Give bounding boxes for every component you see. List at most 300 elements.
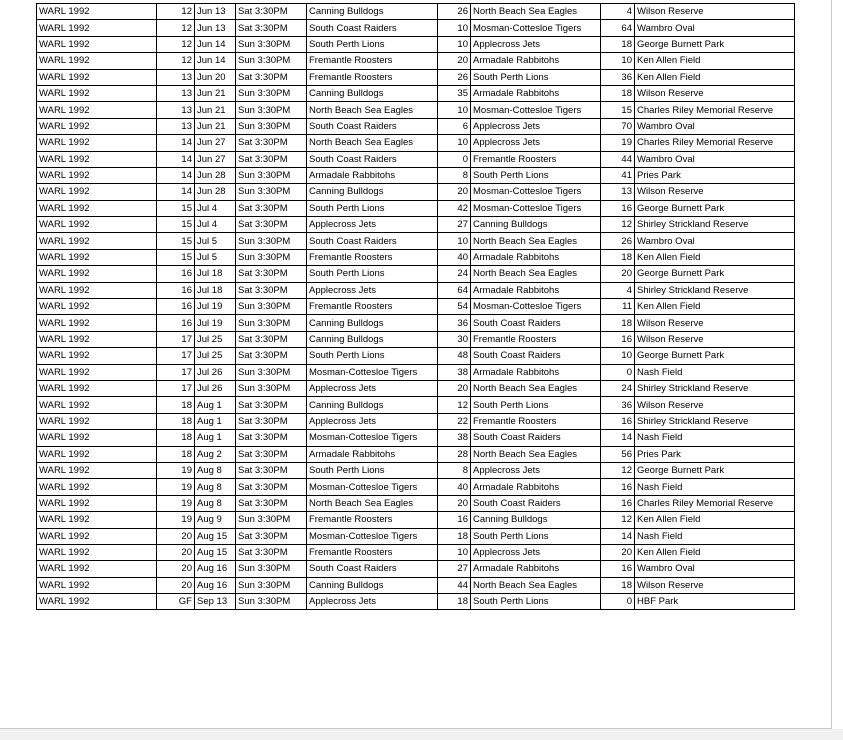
table-row bbox=[37, 184, 795, 200]
table-row bbox=[37, 577, 795, 593]
round-cell: 16 bbox=[157, 315, 195, 331]
away-team-cell: South Coast Raiders bbox=[471, 348, 601, 364]
away-team-cell: Mosman-Cottesloe Tigers bbox=[471, 299, 601, 315]
round-cell: 12 bbox=[157, 36, 195, 52]
round-cell: 20 bbox=[157, 528, 195, 544]
away-score-cell: 20 bbox=[601, 266, 635, 282]
away-score-cell: 16 bbox=[601, 200, 635, 216]
table-row bbox=[37, 4, 795, 20]
competition-cell: WARL 1992 bbox=[37, 495, 157, 511]
venue-cell: Nash Field bbox=[635, 479, 795, 495]
date-cell: Jul 4 bbox=[195, 217, 236, 233]
home-team-cell: Mosman-Cottesloe Tigers bbox=[307, 479, 438, 495]
away-team-cell: North Beach Sea Eagles bbox=[471, 233, 601, 249]
competition-cell: WARL 1992 bbox=[37, 299, 157, 315]
home-team-cell: Canning Bulldogs bbox=[307, 315, 438, 331]
date-cell: Aug 1 bbox=[195, 430, 236, 446]
home-team-cell: Fremantle Roosters bbox=[307, 544, 438, 560]
venue-cell: George Burnett Park bbox=[635, 348, 795, 364]
home-score-cell: 54 bbox=[438, 299, 471, 315]
round-cell: 15 bbox=[157, 233, 195, 249]
away-team-cell: Applecross Jets bbox=[471, 135, 601, 151]
time-cell: Sun 3:30PM bbox=[236, 85, 307, 101]
venue-cell: Wilson Reserve bbox=[635, 4, 795, 20]
table-row bbox=[37, 200, 795, 216]
away-score-cell: 70 bbox=[601, 118, 635, 134]
venue-cell: Ken Allen Field bbox=[635, 544, 795, 560]
date-cell: Jun 13 bbox=[195, 4, 236, 20]
away-team-cell: North Beach Sea Eagles bbox=[471, 446, 601, 462]
date-cell: Aug 1 bbox=[195, 397, 236, 413]
away-score-cell: 18 bbox=[601, 85, 635, 101]
away-team-cell: Fremantle Roosters bbox=[471, 151, 601, 167]
date-cell: Jul 5 bbox=[195, 249, 236, 265]
date-cell: Jun 21 bbox=[195, 118, 236, 134]
away-team-cell: South Perth Lions bbox=[471, 397, 601, 413]
round-cell: 18 bbox=[157, 446, 195, 462]
time-cell: Sat 3:30PM bbox=[236, 20, 307, 36]
round-cell: 14 bbox=[157, 151, 195, 167]
time-cell: Sun 3:30PM bbox=[236, 364, 307, 380]
away-score-cell: 18 bbox=[601, 315, 635, 331]
round-cell: 15 bbox=[157, 200, 195, 216]
venue-cell: George Burnett Park bbox=[635, 462, 795, 478]
home-team-cell: South Perth Lions bbox=[307, 266, 438, 282]
away-score-cell: 4 bbox=[601, 4, 635, 20]
home-score-cell: 30 bbox=[438, 331, 471, 347]
venue-cell: Wambro Oval bbox=[635, 118, 795, 134]
away-team-cell: Armadale Rabbitohs bbox=[471, 561, 601, 577]
away-team-cell: Fremantle Roosters bbox=[471, 413, 601, 429]
table-row bbox=[37, 299, 795, 315]
results-table bbox=[36, 3, 795, 610]
home-team-cell: South Coast Raiders bbox=[307, 561, 438, 577]
table-row bbox=[37, 151, 795, 167]
time-cell: Sat 3:30PM bbox=[236, 495, 307, 511]
date-cell: Jun 28 bbox=[195, 167, 236, 183]
table-row bbox=[37, 462, 795, 478]
competition-cell: WARL 1992 bbox=[37, 233, 157, 249]
away-team-cell: Canning Bulldogs bbox=[471, 512, 601, 528]
time-cell: Sat 3:30PM bbox=[236, 4, 307, 20]
venue-cell: Pries Park bbox=[635, 167, 795, 183]
away-team-cell: South Coast Raiders bbox=[471, 430, 601, 446]
round-cell: 14 bbox=[157, 184, 195, 200]
away-team-cell: Armadale Rabbitohs bbox=[471, 364, 601, 380]
away-team-cell: Mosman-Cottesloe Tigers bbox=[471, 102, 601, 118]
away-score-cell: 36 bbox=[601, 397, 635, 413]
venue-cell: Nash Field bbox=[635, 364, 795, 380]
competition-cell: WARL 1992 bbox=[37, 167, 157, 183]
competition-cell: WARL 1992 bbox=[37, 315, 157, 331]
date-cell: Jul 18 bbox=[195, 266, 236, 282]
competition-cell: WARL 1992 bbox=[37, 348, 157, 364]
time-cell: Sun 3:30PM bbox=[236, 184, 307, 200]
away-score-cell: 0 bbox=[601, 364, 635, 380]
away-score-cell: 12 bbox=[601, 512, 635, 528]
time-cell: Sun 3:30PM bbox=[236, 249, 307, 265]
venue-cell: Shirley Strickland Reserve bbox=[635, 217, 795, 233]
venue-cell: Wambro Oval bbox=[635, 561, 795, 577]
competition-cell: WARL 1992 bbox=[37, 528, 157, 544]
home-team-cell: Applecross Jets bbox=[307, 217, 438, 233]
date-cell: Jun 13 bbox=[195, 20, 236, 36]
table-row bbox=[37, 479, 795, 495]
home-score-cell: 40 bbox=[438, 249, 471, 265]
home-team-cell: North Beach Sea Eagles bbox=[307, 495, 438, 511]
home-score-cell: 6 bbox=[438, 118, 471, 134]
home-score-cell: 26 bbox=[438, 4, 471, 20]
venue-cell: Shirley Strickland Reserve bbox=[635, 282, 795, 298]
away-score-cell: 10 bbox=[601, 53, 635, 69]
table-row bbox=[37, 364, 795, 380]
round-cell: 12 bbox=[157, 4, 195, 20]
away-team-cell: North Beach Sea Eagles bbox=[471, 266, 601, 282]
home-team-cell: Canning Bulldogs bbox=[307, 85, 438, 101]
round-cell: 19 bbox=[157, 495, 195, 511]
time-cell: Sat 3:30PM bbox=[236, 397, 307, 413]
home-score-cell: 10 bbox=[438, 20, 471, 36]
home-score-cell: 27 bbox=[438, 217, 471, 233]
away-team-cell: Armadale Rabbitohs bbox=[471, 53, 601, 69]
home-score-cell: 12 bbox=[438, 397, 471, 413]
time-cell: Sat 3:30PM bbox=[236, 413, 307, 429]
venue-cell: Wilson Reserve bbox=[635, 397, 795, 413]
competition-cell: WARL 1992 bbox=[37, 462, 157, 478]
date-cell: Jul 4 bbox=[195, 200, 236, 216]
venue-cell: Wilson Reserve bbox=[635, 315, 795, 331]
date-cell: Jun 14 bbox=[195, 36, 236, 52]
venue-cell: Charles Riley Memorial Reserve bbox=[635, 135, 795, 151]
date-cell: Jul 26 bbox=[195, 364, 236, 380]
home-team-cell: Fremantle Roosters bbox=[307, 249, 438, 265]
away-score-cell: 16 bbox=[601, 495, 635, 511]
time-cell: Sat 3:30PM bbox=[236, 266, 307, 282]
competition-cell: WARL 1992 bbox=[37, 479, 157, 495]
away-score-cell: 41 bbox=[601, 167, 635, 183]
home-score-cell: 10 bbox=[438, 36, 471, 52]
home-score-cell: 40 bbox=[438, 479, 471, 495]
table-row bbox=[37, 544, 795, 560]
home-team-cell: Fremantle Roosters bbox=[307, 299, 438, 315]
home-score-cell: 20 bbox=[438, 495, 471, 511]
date-cell: Aug 9 bbox=[195, 512, 236, 528]
table-row bbox=[37, 397, 795, 413]
competition-cell: WARL 1992 bbox=[37, 4, 157, 20]
home-score-cell: 16 bbox=[438, 512, 471, 528]
competition-cell: WARL 1992 bbox=[37, 200, 157, 216]
home-team-cell: Mosman-Cottesloe Tigers bbox=[307, 430, 438, 446]
venue-cell: George Burnett Park bbox=[635, 200, 795, 216]
competition-cell: WARL 1992 bbox=[37, 594, 157, 610]
away-team-cell: Armadale Rabbitohs bbox=[471, 85, 601, 101]
table-row bbox=[37, 217, 795, 233]
time-cell: Sat 3:30PM bbox=[236, 348, 307, 364]
competition-cell: WARL 1992 bbox=[37, 544, 157, 560]
away-score-cell: 14 bbox=[601, 528, 635, 544]
home-team-cell: Canning Bulldogs bbox=[307, 4, 438, 20]
away-team-cell: Mosman-Cottesloe Tigers bbox=[471, 184, 601, 200]
round-cell: GF bbox=[157, 594, 195, 610]
home-score-cell: 44 bbox=[438, 577, 471, 593]
away-score-cell: 16 bbox=[601, 479, 635, 495]
home-score-cell: 18 bbox=[438, 528, 471, 544]
away-score-cell: 18 bbox=[601, 36, 635, 52]
home-score-cell: 20 bbox=[438, 380, 471, 396]
table-row bbox=[37, 102, 795, 118]
home-score-cell: 20 bbox=[438, 184, 471, 200]
venue-cell: Ken Allen Field bbox=[635, 53, 795, 69]
away-score-cell: 64 bbox=[601, 20, 635, 36]
table-row bbox=[37, 20, 795, 36]
round-cell: 15 bbox=[157, 217, 195, 233]
home-team-cell: South Coast Raiders bbox=[307, 233, 438, 249]
date-cell: Aug 16 bbox=[195, 577, 236, 593]
time-cell: Sat 3:30PM bbox=[236, 462, 307, 478]
home-score-cell: 48 bbox=[438, 348, 471, 364]
venue-cell: Ken Allen Field bbox=[635, 69, 795, 85]
home-score-cell: 42 bbox=[438, 200, 471, 216]
table-row bbox=[37, 528, 795, 544]
away-score-cell: 36 bbox=[601, 69, 635, 85]
away-score-cell: 11 bbox=[601, 299, 635, 315]
table-row bbox=[37, 446, 795, 462]
competition-cell: WARL 1992 bbox=[37, 36, 157, 52]
table-row bbox=[37, 348, 795, 364]
home-score-cell: 10 bbox=[438, 135, 471, 151]
away-score-cell: 19 bbox=[601, 135, 635, 151]
away-score-cell: 24 bbox=[601, 380, 635, 396]
date-cell: Jul 25 bbox=[195, 331, 236, 347]
home-team-cell: Mosman-Cottesloe Tigers bbox=[307, 364, 438, 380]
venue-cell: Shirley Strickland Reserve bbox=[635, 380, 795, 396]
competition-cell: WARL 1992 bbox=[37, 577, 157, 593]
table-row bbox=[37, 282, 795, 298]
home-score-cell: 10 bbox=[438, 102, 471, 118]
round-cell: 20 bbox=[157, 577, 195, 593]
round-cell: 16 bbox=[157, 299, 195, 315]
competition-cell: WARL 1992 bbox=[37, 331, 157, 347]
table-row bbox=[37, 53, 795, 69]
away-score-cell: 16 bbox=[601, 561, 635, 577]
time-cell: Sat 3:30PM bbox=[236, 200, 307, 216]
home-team-cell: South Coast Raiders bbox=[307, 118, 438, 134]
round-cell: 13 bbox=[157, 102, 195, 118]
date-cell: Jun 21 bbox=[195, 85, 236, 101]
venue-cell: Wilson Reserve bbox=[635, 85, 795, 101]
venue-cell: Wambro Oval bbox=[635, 151, 795, 167]
away-team-cell: South Perth Lions bbox=[471, 69, 601, 85]
table-row bbox=[37, 135, 795, 151]
date-cell: Jun 14 bbox=[195, 53, 236, 69]
time-cell: Sun 3:30PM bbox=[236, 380, 307, 396]
venue-cell: Ken Allen Field bbox=[635, 512, 795, 528]
venue-cell: Charles Riley Memorial Reserve bbox=[635, 495, 795, 511]
away-team-cell: South Coast Raiders bbox=[471, 315, 601, 331]
venue-cell: Wambro Oval bbox=[635, 20, 795, 36]
round-cell: 20 bbox=[157, 561, 195, 577]
competition-cell: WARL 1992 bbox=[37, 364, 157, 380]
round-cell: 12 bbox=[157, 20, 195, 36]
round-cell: 14 bbox=[157, 135, 195, 151]
home-team-cell: Armadale Rabbitohs bbox=[307, 167, 438, 183]
competition-cell: WARL 1992 bbox=[37, 151, 157, 167]
time-cell: Sun 3:30PM bbox=[236, 512, 307, 528]
date-cell: Jun 27 bbox=[195, 135, 236, 151]
away-team-cell: Applecross Jets bbox=[471, 36, 601, 52]
away-team-cell: Fremantle Roosters bbox=[471, 331, 601, 347]
competition-cell: WARL 1992 bbox=[37, 561, 157, 577]
competition-cell: WARL 1992 bbox=[37, 53, 157, 69]
competition-cell: WARL 1992 bbox=[37, 217, 157, 233]
time-cell: Sat 3:30PM bbox=[236, 446, 307, 462]
table-row bbox=[37, 233, 795, 249]
bottom-bar bbox=[0, 729, 843, 740]
venue-cell: Ken Allen Field bbox=[635, 249, 795, 265]
table-row bbox=[37, 69, 795, 85]
time-cell: Sat 3:30PM bbox=[236, 151, 307, 167]
time-cell: Sat 3:30PM bbox=[236, 430, 307, 446]
date-cell: Aug 16 bbox=[195, 561, 236, 577]
away-team-cell: Applecross Jets bbox=[471, 118, 601, 134]
table-row bbox=[37, 495, 795, 511]
table-row bbox=[37, 266, 795, 282]
home-team-cell: South Perth Lions bbox=[307, 348, 438, 364]
time-cell: Sun 3:30PM bbox=[236, 102, 307, 118]
time-cell: Sun 3:30PM bbox=[236, 594, 307, 610]
away-team-cell: Mosman-Cottesloe Tigers bbox=[471, 20, 601, 36]
home-score-cell: 38 bbox=[438, 430, 471, 446]
home-team-cell: Fremantle Roosters bbox=[307, 53, 438, 69]
away-team-cell: Armadale Rabbitohs bbox=[471, 282, 601, 298]
competition-cell: WARL 1992 bbox=[37, 430, 157, 446]
round-cell: 17 bbox=[157, 348, 195, 364]
home-score-cell: 0 bbox=[438, 151, 471, 167]
time-cell: Sat 3:30PM bbox=[236, 217, 307, 233]
venue-cell: Shirley Strickland Reserve bbox=[635, 413, 795, 429]
round-cell: 12 bbox=[157, 53, 195, 69]
table-row bbox=[37, 594, 795, 610]
date-cell: Aug 8 bbox=[195, 462, 236, 478]
away-team-cell: Mosman-Cottesloe Tigers bbox=[471, 200, 601, 216]
home-team-cell: Canning Bulldogs bbox=[307, 577, 438, 593]
competition-cell: WARL 1992 bbox=[37, 20, 157, 36]
home-score-cell: 27 bbox=[438, 561, 471, 577]
home-team-cell: Applecross Jets bbox=[307, 380, 438, 396]
table-row bbox=[37, 36, 795, 52]
away-score-cell: 15 bbox=[601, 102, 635, 118]
competition-cell: WARL 1992 bbox=[37, 380, 157, 396]
table-row bbox=[37, 315, 795, 331]
venue-cell: HBF Park bbox=[635, 594, 795, 610]
competition-cell: WARL 1992 bbox=[37, 102, 157, 118]
date-cell: Aug 15 bbox=[195, 544, 236, 560]
competition-cell: WARL 1992 bbox=[37, 85, 157, 101]
away-score-cell: 18 bbox=[601, 577, 635, 593]
table-row bbox=[37, 331, 795, 347]
time-cell: Sun 3:30PM bbox=[236, 167, 307, 183]
date-cell: Jul 26 bbox=[195, 380, 236, 396]
round-cell: 19 bbox=[157, 512, 195, 528]
home-score-cell: 38 bbox=[438, 364, 471, 380]
table-row bbox=[37, 167, 795, 183]
date-cell: Aug 1 bbox=[195, 413, 236, 429]
home-score-cell: 10 bbox=[438, 544, 471, 560]
away-score-cell: 10 bbox=[601, 348, 635, 364]
home-score-cell: 20 bbox=[438, 53, 471, 69]
date-cell: Sep 13 bbox=[195, 594, 236, 610]
date-cell: Jun 20 bbox=[195, 69, 236, 85]
round-cell: 20 bbox=[157, 544, 195, 560]
competition-cell: WARL 1992 bbox=[37, 249, 157, 265]
competition-cell: WARL 1992 bbox=[37, 118, 157, 134]
table-row bbox=[37, 512, 795, 528]
away-score-cell: 4 bbox=[601, 282, 635, 298]
time-cell: Sun 3:30PM bbox=[236, 577, 307, 593]
table-row bbox=[37, 249, 795, 265]
time-cell: Sun 3:30PM bbox=[236, 53, 307, 69]
away-team-cell: Canning Bulldogs bbox=[471, 217, 601, 233]
home-team-cell: Applecross Jets bbox=[307, 594, 438, 610]
time-cell: Sat 3:30PM bbox=[236, 331, 307, 347]
home-team-cell: Applecross Jets bbox=[307, 413, 438, 429]
time-cell: Sat 3:30PM bbox=[236, 544, 307, 560]
home-team-cell: South Perth Lions bbox=[307, 36, 438, 52]
venue-cell: Wilson Reserve bbox=[635, 331, 795, 347]
venue-cell: Nash Field bbox=[635, 430, 795, 446]
round-cell: 19 bbox=[157, 462, 195, 478]
away-team-cell: South Coast Raiders bbox=[471, 495, 601, 511]
time-cell: Sat 3:30PM bbox=[236, 135, 307, 151]
date-cell: Aug 2 bbox=[195, 446, 236, 462]
date-cell: Aug 15 bbox=[195, 528, 236, 544]
round-cell: 19 bbox=[157, 479, 195, 495]
results-body bbox=[37, 4, 795, 610]
away-score-cell: 16 bbox=[601, 413, 635, 429]
time-cell: Sun 3:30PM bbox=[236, 561, 307, 577]
away-team-cell: North Beach Sea Eagles bbox=[471, 4, 601, 20]
home-team-cell: Fremantle Roosters bbox=[307, 512, 438, 528]
home-team-cell: Armadale Rabbitohs bbox=[307, 446, 438, 462]
round-cell: 17 bbox=[157, 331, 195, 347]
competition-cell: WARL 1992 bbox=[37, 266, 157, 282]
home-score-cell: 36 bbox=[438, 315, 471, 331]
away-score-cell: 16 bbox=[601, 331, 635, 347]
home-score-cell: 28 bbox=[438, 446, 471, 462]
home-team-cell: South Perth Lions bbox=[307, 200, 438, 216]
away-score-cell: 56 bbox=[601, 446, 635, 462]
home-score-cell: 18 bbox=[438, 594, 471, 610]
time-cell: Sat 3:30PM bbox=[236, 528, 307, 544]
round-cell: 13 bbox=[157, 69, 195, 85]
competition-cell: WARL 1992 bbox=[37, 135, 157, 151]
date-cell: Jul 5 bbox=[195, 233, 236, 249]
page-gutter bbox=[832, 0, 843, 729]
home-team-cell: Canning Bulldogs bbox=[307, 331, 438, 347]
venue-cell: Pries Park bbox=[635, 446, 795, 462]
table-row bbox=[37, 380, 795, 396]
date-cell: Jun 21 bbox=[195, 102, 236, 118]
away-score-cell: 14 bbox=[601, 430, 635, 446]
time-cell: Sun 3:30PM bbox=[236, 233, 307, 249]
venue-cell: Wilson Reserve bbox=[635, 577, 795, 593]
round-cell: 13 bbox=[157, 118, 195, 134]
time-cell: Sat 3:30PM bbox=[236, 479, 307, 495]
home-team-cell: Fremantle Roosters bbox=[307, 69, 438, 85]
competition-cell: WARL 1992 bbox=[37, 69, 157, 85]
away-team-cell: Applecross Jets bbox=[471, 462, 601, 478]
round-cell: 16 bbox=[157, 282, 195, 298]
